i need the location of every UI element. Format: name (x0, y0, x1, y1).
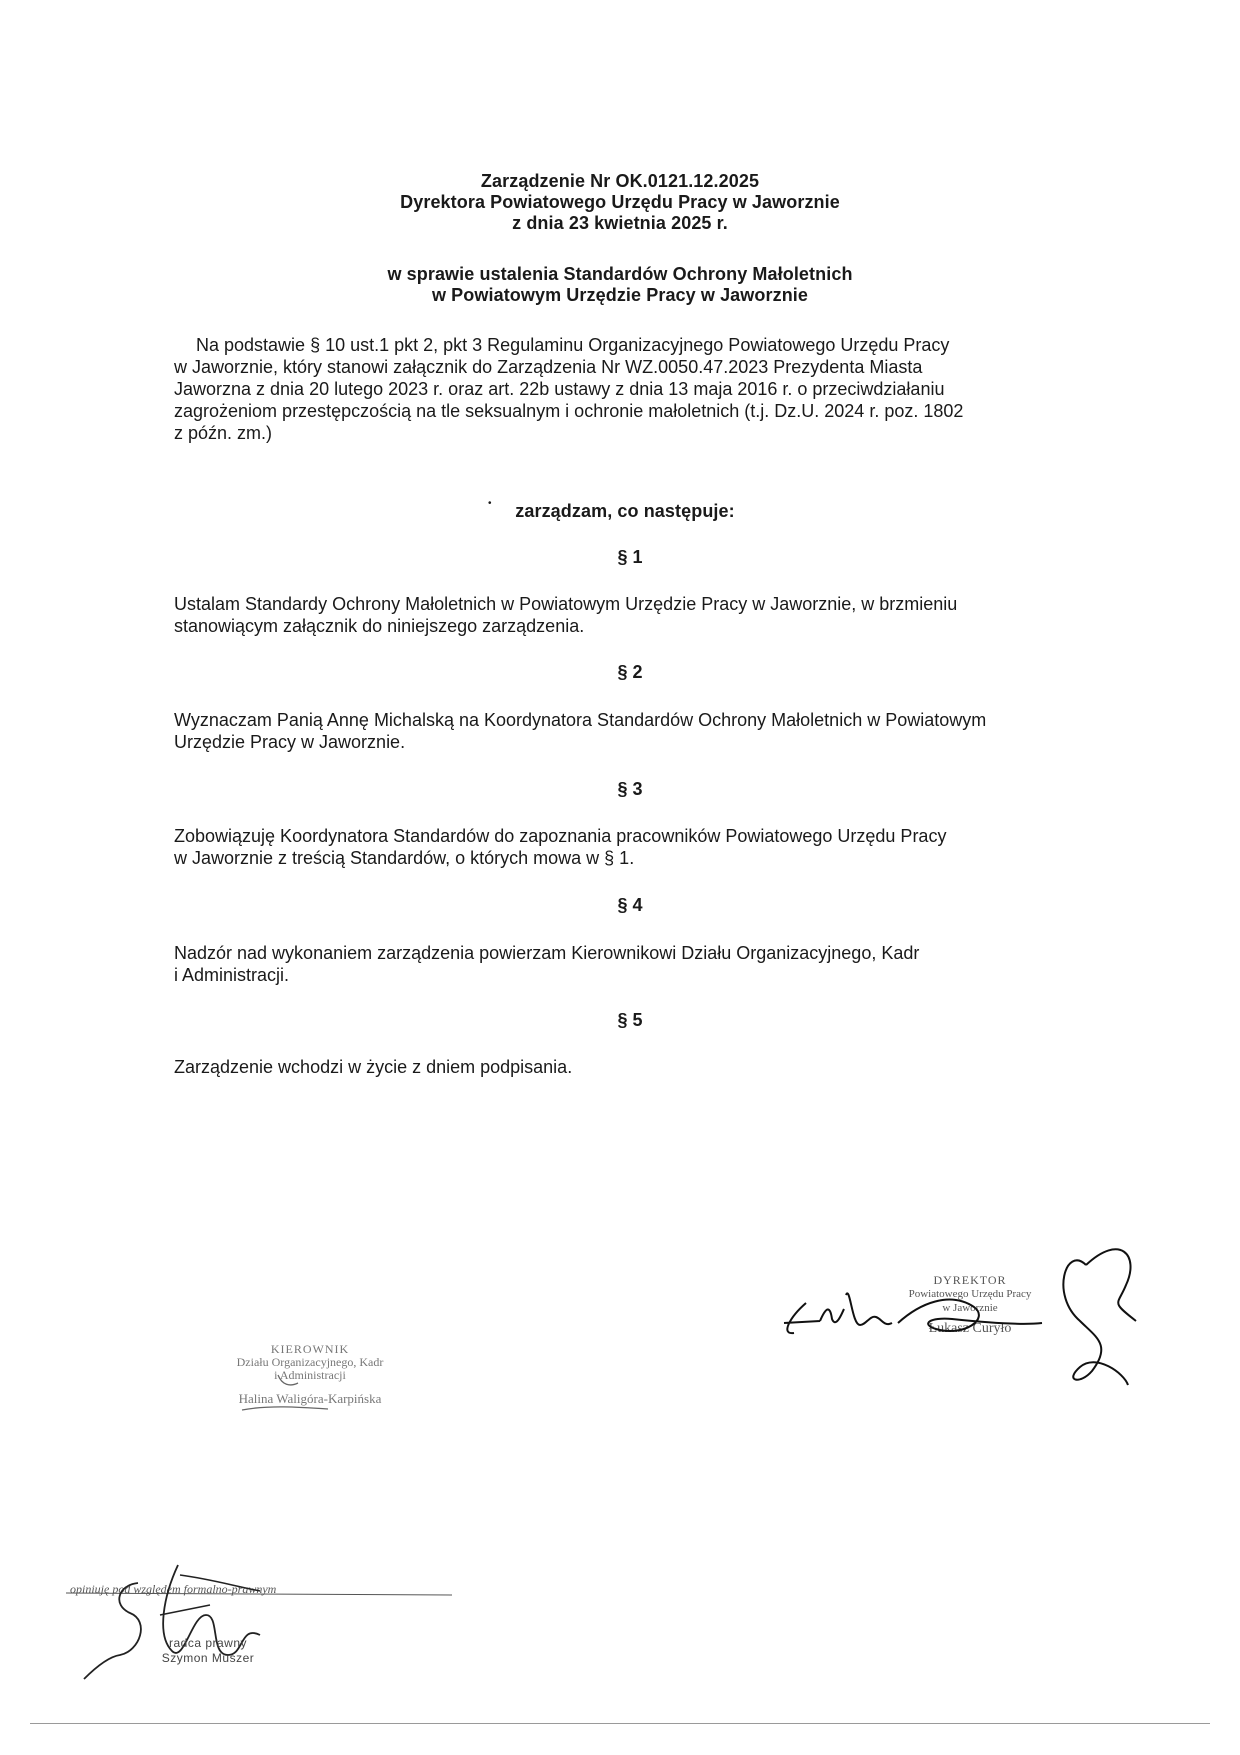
section-3-text (174, 825, 1087, 869)
section-line: Nadzór nad wykonaniem zarządzenia powierzam Kierownikowi Działu Organizacyjnego, Kadr (174, 943, 920, 963)
section-2-text (174, 709, 1087, 753)
section-line: Urzędzie Pracy w Jaworznie. (174, 732, 406, 752)
director-stamp-title: DYREKTOR (933, 1273, 1007, 1287)
section-mark-1: § 1 (617, 547, 643, 567)
section-line: i Administracji. (174, 965, 290, 985)
section-line: Ustalam Standardy Ochrony Małoletnich w Powiatowym Urzędzie Pracy w Jaworznie, w brzmieniu (174, 594, 958, 614)
issuer: Dyrektora Powiatowego Urzędu Pracy w Jaworznie (400, 192, 840, 212)
manager-stamp-unit: i Administracji (274, 1368, 346, 1382)
director-stamp-city: w Jaworznie (942, 1302, 998, 1314)
legal-stamp (148, 1636, 268, 1666)
document-header (300, 171, 940, 234)
director-name: Łukasz Curyło (928, 1321, 1012, 1336)
section-line: Wyznaczam Panią Annę Michalską na Koordynatora Standardów Ochrony Małoletnich w Powiatowym (174, 710, 987, 730)
preamble-line: z późn. zm.) (174, 423, 273, 443)
section-5-text (174, 1056, 1087, 1078)
document-subject (300, 264, 940, 306)
ordinance-number: Zarządzenie Nr OK.0121.12.2025 (480, 171, 760, 191)
manager-stamp-title: KIEROWNIK (270, 1342, 350, 1356)
legal-name: Szymon Muszer (161, 1651, 255, 1665)
manager-initials (238, 1365, 348, 1425)
section-line: stanowiącym załącznik do niniejszego zarządzenia. (174, 616, 585, 636)
preamble-line: w Jaworznie, który stanowi załącznik do Zarządzenia Nr WZ.0050.47.2023 Prezydenta Miasta (174, 357, 923, 377)
preamble-line: Jaworzna z dnia 20 lutego 2023 r. oraz art. 22b ustawy z dnia 13 maja 2016 r. o przeciwdziałaniu (174, 379, 945, 399)
section-mark-3: § 3 (617, 779, 643, 799)
section-line: Zarządzenie wchodzi w życie z dniem podpisania. (174, 1057, 573, 1077)
section-line: Zobowiązuję Koordynatora Standardów do zapoznania pracowników Powiatowego Urzędu Pracy (174, 826, 947, 846)
decree-heading: zarządzam, co następuje: (515, 501, 735, 521)
stray-mark: • (488, 498, 492, 509)
subject-line-2: w Powiatowym Urzędzie Pracy w Jaworznie (431, 285, 809, 305)
manager-stamp-department: Działu Organizacyjnego, Kadr (236, 1355, 384, 1369)
preamble-line: zagrożeniom przestępczością na tle seksualnym i ochronie małoletnich (t.j. Dz.U. 2024 r. poz. 1802 (174, 401, 964, 421)
legal-stamp-title: radca prawny (168, 1636, 248, 1650)
section-1-text (174, 593, 1087, 637)
subject-line-1: w sprawie ustalenia Standardów Ochrony Małoletnich (387, 264, 853, 284)
preamble (174, 334, 1087, 444)
legal-opinion: opiniuję pod względem formalno-prawnym (70, 1582, 277, 1596)
preamble-line: Na podstawie § 10 ust.1 pkt 2, pkt 3 Regulaminu Organizacyjnego Powiatowego Urzędu Pracy (196, 335, 950, 355)
section-mark-2: § 2 (617, 662, 643, 682)
section-4-text (174, 942, 1087, 986)
section-line: w Jaworznie z treścią Standardów, o których mowa w § 1. (174, 848, 635, 868)
manager-name: Halina Waligóra-Karpińska (238, 1391, 382, 1406)
section-mark-5: § 5 (617, 1010, 643, 1030)
director-stamp-office: Powiatowego Urzędu Pracy (908, 1288, 1032, 1300)
issue-date: z dnia 23 kwietnia 2025 r. (512, 213, 728, 233)
bottom-rule (30, 1723, 1210, 1724)
section-mark-4: § 4 (617, 895, 643, 915)
director-signature (780, 1225, 1170, 1395)
